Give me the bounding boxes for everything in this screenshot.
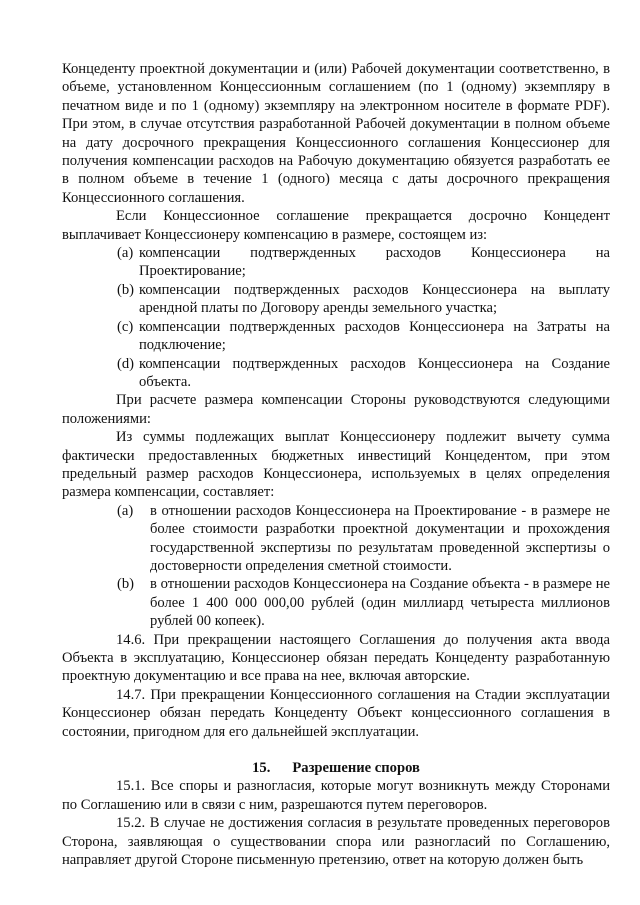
list-item-text: компенсации подтвержденных расходов Концессионера на выплату арендной платы по Договору аренды земельного участка; [139,281,610,317]
paragraph-compensation-intro: Если Концессионное соглашение прекращается досрочно Концедент выплачивает Концессионеру компенсацию в размере, состоящем из: [62,208,610,243]
section-heading [62,759,610,777]
list-item-text: в отношении расходов Концессионера на Проектирование - в размере не более стоимости разработки проектной документации и прохождения государственной экспертизы по результатам проведенной экспертизы о достоверности определения сметной стоимости. [150,502,610,574]
list-item-text: в отношении расходов Концессионера на Создание объекта - в размере не более 1 400 000 000,00 рублей (один миллиард четыреста миллионов рублей 00 копеек). [150,576,610,630]
list-marker: (b) [117,576,135,593]
list-item-text: компенсации подтвержденных расходов Концессионера на Затраты на подключение; [139,318,610,354]
list-item [62,244,610,281]
list-marker: (a) [117,502,134,519]
paragraph-continuation: Концеденту проектной документации и (или) Рабочей документации соответственно, в объеме, установленном Концессионным соглашением (по 1 (одному) экземпляру в печатном виде и по 1 (одному) экземпляру на электронном носителе в формате PDF). При этом, в случае отсутствия разработанной Рабочей документации в полном объеме на дату досрочного прекращения Концессионного соглашения Концессионер для получения компенсации расходов на Рабочую документацию обязуется разработать ее в полном объеме в течение 1 (одного) месяца с даты досрочного прекращения Концессионного соглашения. [62,61,610,206]
list-marker: (a) [117,245,134,262]
clause-14-7: 14.7. При прекращении Концессионного соглашения на Стадии эксплуатации Концессионер обязан передать Концеденту Объект концессионного соглашения в состоянии, пригодном для его дальнейшей эксплуатации. [62,686,610,740]
clause-15-2: 15.2. В случае не достижения согласия в результате проведенных переговоров Сторона, заявляющая о существовании спора или разногласий по Соглашению, направляет другой Стороне письменную претензию, ответ на которую должен быть [62,815,610,869]
list-item [62,318,610,355]
limit-list [62,502,610,631]
clause-15-1: 15.1. Все споры и разногласия, которые могут возникнуть между Сторонами по Соглашению или в связи с ним, разрешаются путем переговоров. [62,778,610,813]
compensation-list [62,244,610,391]
list-item [62,575,610,630]
list-marker: (c) [117,318,134,335]
section-title: Разрешение споров [292,760,420,777]
list-marker: (b) [117,281,135,298]
document-body [62,60,610,869]
list-item-text: компенсации подтвержденных расходов Концессионера на Проектирование; [139,245,610,280]
list-item [62,355,610,392]
list-marker: (d) [117,355,135,372]
clause-14-6: 14.6. При прекращении настоящего Соглашения до получения акта ввода Объекта в эксплуатацию, Концессионер обязан передать Концеденту разработанную проектную документацию и все права на нее, включая авторские. [62,631,610,685]
list-item [62,281,610,318]
section-number: 15. [252,760,271,777]
list-item-text: компенсации подтвержденных расходов Концессионера на Создание объекта. [139,355,610,390]
paragraph-deduction: Из суммы подлежащих выплат Концессионеру подлежит вычету сумма фактически предоставленных бюджетных инвестиций Концедентом, при этом предельный размер расходов Концессионера, используемых в целях определения размера компенсации, составляет: [62,429,610,501]
list-item [62,502,610,576]
paragraph-calculation-rules: При расчете размера компенсации Стороны руководствуются следующими положениями: [62,392,610,427]
